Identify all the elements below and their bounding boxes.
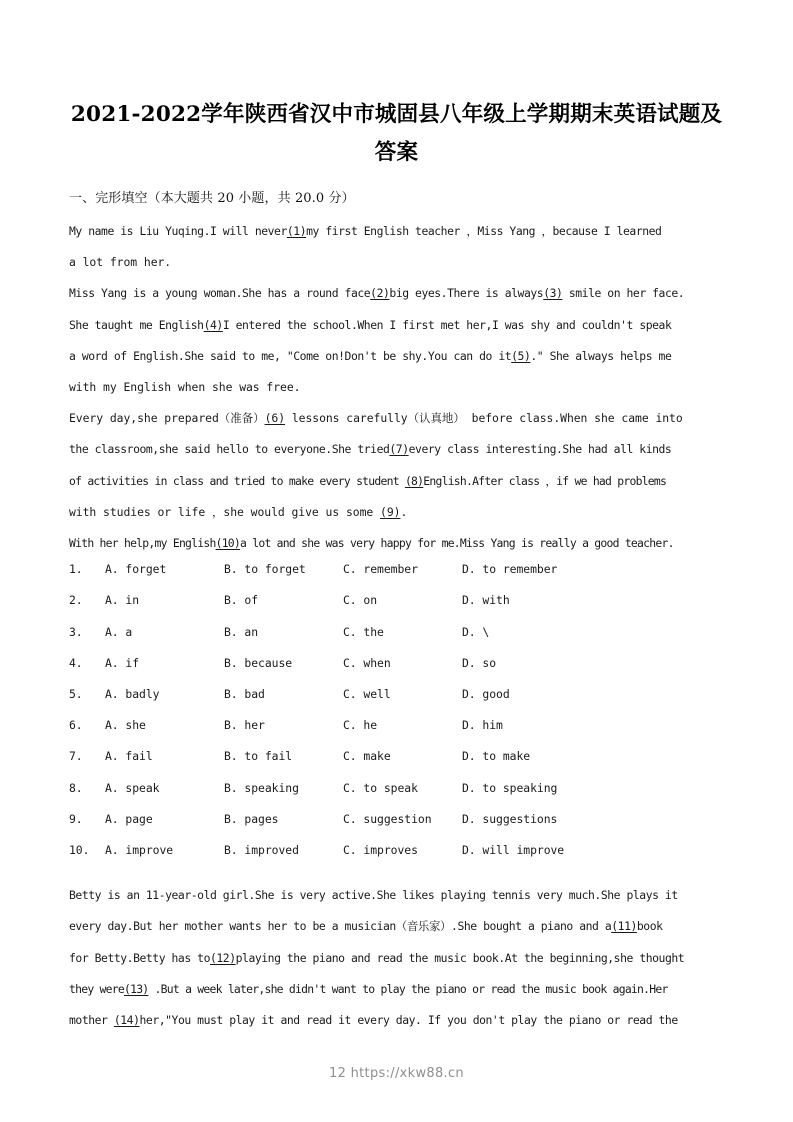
option-choice-c[interactable]: C. when xyxy=(343,655,391,670)
option-choice-b[interactable]: B. her xyxy=(224,718,265,733)
option-choice-d[interactable]: D. to speaking xyxy=(462,780,558,795)
text-run: every day.But her mother wants her to be a musician xyxy=(69,919,396,934)
option-number: 5. xyxy=(69,686,83,701)
option-number: 7. xyxy=(69,749,83,764)
option-choice-c[interactable]: C. improves xyxy=(343,842,418,857)
text-run: mother xyxy=(69,1012,114,1027)
option-choice-c[interactable]: C. he xyxy=(343,718,378,733)
text-run: if we had problems xyxy=(556,473,667,488)
option-row xyxy=(69,687,724,718)
option-choice-a[interactable]: A. speak xyxy=(105,780,160,795)
option-choice-a[interactable]: A. if xyxy=(105,655,140,670)
option-choice-d[interactable]: D. so xyxy=(462,655,497,670)
blank-marker: (2) xyxy=(370,286,390,301)
option-number: 3. xyxy=(69,624,83,639)
passage-two-line xyxy=(69,974,724,1005)
option-choice-c[interactable]: C. the xyxy=(343,624,384,639)
option-number: 4. xyxy=(69,655,83,670)
blank-marker: (1) xyxy=(286,224,307,238)
passage-two-line xyxy=(69,880,724,911)
option-number: 10. xyxy=(69,842,90,857)
option-choice-c[interactable]: C. suggestion xyxy=(343,811,432,826)
chinese-gloss: ， xyxy=(466,224,478,238)
chinese-gloss: ， xyxy=(545,473,557,488)
text-run: Miss Yang is a young woman.She has a round face xyxy=(69,286,371,301)
option-row xyxy=(69,625,724,656)
blank-marker: (6) xyxy=(264,411,286,426)
blank-marker: (11) xyxy=(611,919,637,934)
page-footer: 12 https://xkw88.cn xyxy=(329,1066,464,1081)
option-row xyxy=(69,812,724,843)
text-run: with my English when she was free. xyxy=(69,380,301,395)
option-row xyxy=(69,656,724,687)
blank-marker: (8) xyxy=(404,473,424,488)
text-run: she would give us some xyxy=(223,504,381,519)
passage-one-line xyxy=(69,341,724,372)
option-choice-b[interactable]: B. to forget xyxy=(224,562,306,577)
text-run: I entered the school.When I first met her,I was shy and couldn't speak xyxy=(222,317,672,332)
text-run: Betty is an 11-year-old girl.She is very active.She likes playing tennis very much.She plays it xyxy=(69,888,678,903)
passage-one xyxy=(69,210,724,559)
text-run: playing the piano and read the music book.At the beginning,she thought xyxy=(235,950,685,965)
text-run: of activities in class and tried to make every student xyxy=(69,473,405,488)
options-list xyxy=(69,559,724,874)
text-run: English.After class xyxy=(423,473,546,488)
option-number: 8. xyxy=(69,780,83,795)
chinese-gloss: （音乐家） xyxy=(395,919,452,934)
blank-marker: (14) xyxy=(113,1012,140,1027)
option-choice-a[interactable]: A. a xyxy=(105,624,133,639)
chinese-gloss: （准备） xyxy=(218,411,265,426)
text-run: smile on her face. xyxy=(562,286,685,301)
blank-marker: (3) xyxy=(543,286,563,301)
option-row xyxy=(69,749,724,780)
option-choice-d[interactable]: D. to make xyxy=(462,749,531,764)
option-row xyxy=(69,562,724,593)
blank-marker: (10) xyxy=(215,536,241,551)
page-title: 2021-2022学年陕西省汉中市城固县八年级上学期期末英语试题及答案 xyxy=(70,102,723,165)
option-choice-a[interactable]: A. forget xyxy=(105,562,167,577)
option-choice-d[interactable]: D. him xyxy=(462,718,503,733)
option-choice-a[interactable]: A. in xyxy=(105,593,140,608)
option-choice-c[interactable]: C. to speak xyxy=(343,780,418,795)
passage-one-line xyxy=(69,310,724,341)
option-choice-a[interactable]: A. she xyxy=(105,718,146,733)
text-run: her,"You must play it and read it every day. If you don't play the piano or read the xyxy=(139,1012,678,1027)
text-run: the classroom,she said hello to everyone.She tried xyxy=(69,442,390,457)
text-run: every class interesting.She had all kinds xyxy=(408,442,672,457)
text-run: my first English teacher xyxy=(306,224,467,238)
option-choice-a[interactable]: A. badly xyxy=(105,686,160,701)
option-choice-a[interactable]: A. improve xyxy=(105,842,174,857)
text-run: a lot and she was very happy for me.Miss Yang is really a good teacher. xyxy=(240,536,674,551)
option-number: 6. xyxy=(69,718,83,733)
text-run: Every day,she prepared xyxy=(69,411,219,426)
passage-one-line xyxy=(69,528,724,559)
text-run: lessons carefully xyxy=(285,411,408,426)
option-choice-b[interactable]: B. improved xyxy=(224,842,299,857)
passage-one-line xyxy=(69,216,724,247)
text-run: Miss Yang xyxy=(477,224,542,238)
blank-marker: (7) xyxy=(389,442,409,457)
option-choice-b[interactable]: B. bad xyxy=(224,686,265,701)
option-row xyxy=(69,718,724,749)
chinese-gloss: （认真地） xyxy=(407,411,465,426)
text-run: before class.When she came into xyxy=(464,411,683,426)
passage-one-line xyxy=(69,466,724,497)
text-run: . xyxy=(400,504,408,519)
option-choice-b[interactable]: B. pages xyxy=(224,811,279,826)
passage-one-line xyxy=(69,247,724,278)
option-choice-d[interactable]: D. with xyxy=(462,593,510,608)
option-choice-d[interactable]: D. \ xyxy=(462,624,490,639)
passage-one-line xyxy=(69,497,724,528)
option-row xyxy=(69,781,724,812)
chinese-gloss: ， xyxy=(541,224,553,238)
passage-two-line xyxy=(69,1005,724,1036)
passage-one-line xyxy=(69,403,724,434)
text-run: With her help,my English xyxy=(69,536,216,551)
blank-marker: (13) xyxy=(123,981,149,996)
option-choice-b[interactable]: B. of xyxy=(224,593,259,608)
blank-marker: (12) xyxy=(209,950,236,965)
text-run: for Betty.Betty has to xyxy=(69,950,210,965)
option-choice-c[interactable]: C. well xyxy=(343,686,391,701)
option-number: 1. xyxy=(69,562,83,577)
passage-two-line xyxy=(69,911,724,942)
option-number: 9. xyxy=(69,811,83,826)
passage-one-line xyxy=(69,372,724,403)
option-choice-d[interactable]: D. to remember xyxy=(462,562,558,577)
text-run: .She bought a piano and a xyxy=(451,919,612,934)
text-run: a lot from her. xyxy=(69,255,172,270)
text-run: they were xyxy=(69,981,124,996)
passage-two xyxy=(69,874,724,1036)
passage-two-line xyxy=(69,943,724,974)
text-run: ." She always helps me xyxy=(530,348,672,363)
option-choice-c[interactable]: C. remember xyxy=(343,562,418,577)
option-number: 2. xyxy=(69,593,83,608)
blank-marker: (9) xyxy=(380,504,401,519)
text-run: She taught me English xyxy=(69,317,204,332)
blank-marker: (5) xyxy=(511,348,531,363)
text-run: because I learned xyxy=(552,224,662,238)
option-choice-a[interactable]: A. page xyxy=(105,811,153,826)
option-choice-d[interactable]: D. suggestions xyxy=(462,811,558,826)
option-choice-c[interactable]: C. on xyxy=(343,593,378,608)
option-choice-b[interactable]: B. an xyxy=(224,624,259,639)
option-row xyxy=(69,843,724,874)
chinese-gloss: ， xyxy=(211,504,224,519)
option-choice-b[interactable]: B. because xyxy=(224,655,293,670)
option-choice-b[interactable]: B. to fail xyxy=(224,749,293,764)
text-run: My name is Liu Yuqing.I will never xyxy=(69,224,287,238)
passage-one-line xyxy=(69,434,724,465)
option-choice-b[interactable]: B. speaking xyxy=(224,780,299,795)
blank-marker: (4) xyxy=(203,317,223,332)
section-heading: 一、完形填空（本大题共 20 小题，共 20.0 分） xyxy=(69,191,355,206)
option-choice-d[interactable]: D. good xyxy=(462,686,510,701)
passage-one-line xyxy=(69,278,724,309)
text-run: with studies or life xyxy=(69,504,212,519)
option-choice-c[interactable]: C. make xyxy=(343,749,391,764)
text-run: big eyes.There is always xyxy=(389,286,544,301)
text-run: .But a week later,she didn't want to play the piano or read the music book again.Her xyxy=(148,981,668,996)
text-run: a word of English.She said to me, "Come on!Don't be shy.You can do it xyxy=(69,348,512,363)
text-run: book xyxy=(636,919,663,934)
option-choice-a[interactable]: A. fail xyxy=(105,749,153,764)
option-choice-d[interactable]: D. will improve xyxy=(462,842,565,857)
option-row xyxy=(69,593,724,624)
